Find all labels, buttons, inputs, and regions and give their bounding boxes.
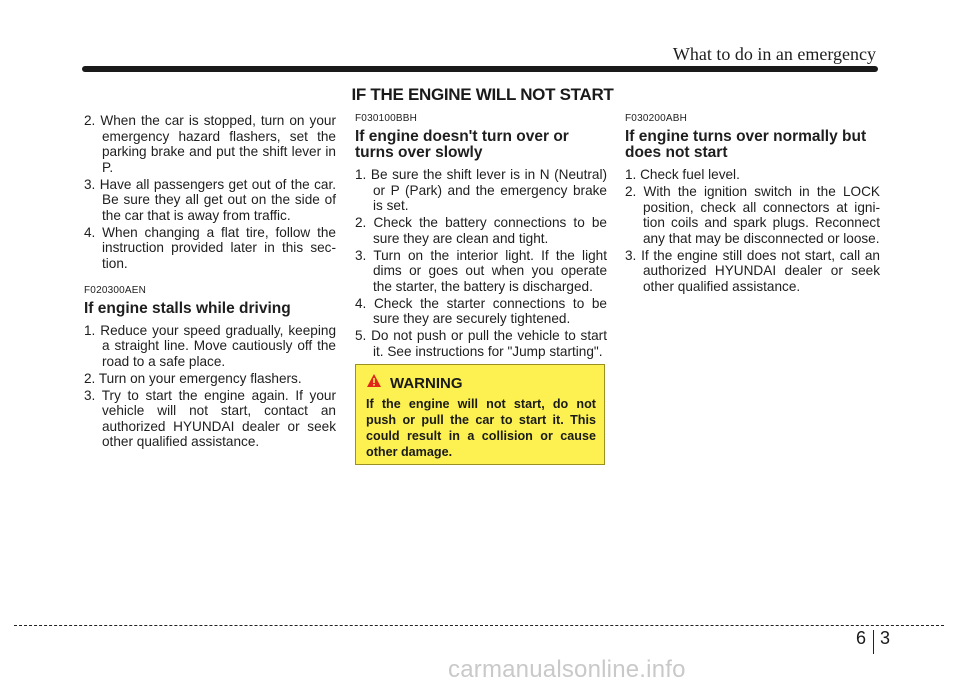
warning-text: If the engine will not start, do not push or pull the car to start it. This could result in a collision or cause other damage. [366, 397, 596, 459]
warning-triangle-icon [366, 373, 382, 393]
list-item: 2. Check the battery connections to be sure they are clean and tight. [355, 215, 607, 246]
list-item: 4. Check the starter connections to be sure they are securely tightened. [355, 295, 607, 326]
column-left [84, 113, 336, 451]
warning-header [366, 373, 596, 393]
warning-title: WARNING [390, 374, 463, 392]
stall-steps-list [84, 323, 336, 450]
list-item: 4. When changing a flat tire, follow the instruction provided later in this sec-tion. [84, 224, 336, 271]
page-header-title: What to do in an emergency [672, 44, 876, 64]
list-item: 5. Do not push or pull the vehicle to start it. See instructions for "Jump starting". [355, 328, 607, 359]
watermark: carmanualsonline.info [448, 656, 686, 683]
section-title: IF THE ENGINE WILL NOT START [340, 74, 625, 116]
list-item: 2. With the ignition switch in the LOCK position, check all connectors at igni-tion coils and spark plugs. Reconnect any that may be disconnected or loose. [625, 184, 880, 246]
section-code: F030200ABH [625, 113, 688, 124]
section-code: F030100BBH [355, 113, 418, 124]
list-item: 2. When the car is stopped, turn on your emergency hazard flashers, set the parking brake and put the shift lever in P. [84, 113, 336, 175]
page-number-divider [873, 630, 874, 654]
footer-rule [14, 625, 944, 626]
no-start-steps-list [625, 167, 880, 294]
list-item: 1. Reduce your speed gradually, keeping a straight line. Move cautiously off the road to a safe place. [84, 322, 336, 369]
column-middle [355, 113, 607, 361]
list-item: 3. Try to start the engine again. If your vehicle will not start, contact an authorized HYUNDAI dealer or seek other qualified assistance. [84, 387, 336, 449]
page-number: 3 [880, 628, 891, 648]
list-item: 1. Be sure the shift lever is in N (Neutral) or P (Park) and the emergency brake is set. [355, 167, 607, 213]
chapter-number: 6 [856, 628, 867, 648]
list-item: 2. Turn on your emergency flashers. [84, 370, 302, 386]
section-code: F020300AEN [84, 284, 147, 296]
list-item: 3. Turn on the interior light. If the light dims or goes out when you operate the starter, the battery is discharged. [355, 247, 607, 294]
list-item: 3. Have all passengers get out of the car. Be sure they all get out on the side of the car that is away from traffic. [84, 176, 336, 223]
subheading-engine-stalls: If engine stalls while driving [84, 299, 291, 317]
list-item: 1. Check fuel level. [625, 167, 740, 182]
precaution-list [84, 113, 336, 271]
column-right [625, 113, 880, 296]
turn-over-steps-list [355, 167, 607, 359]
header-rule [82, 66, 878, 72]
subheading-no-start: If engine turns over normally but does not start [625, 128, 867, 161]
warning-box [355, 364, 605, 465]
subheading-no-turn-over: If engine doesn't turn over or turns over slowly [355, 128, 569, 161]
list-item: 3. If the engine still does not start, call an authorized HYUNDAI dealer or seek other qualified assistance. [625, 247, 880, 294]
